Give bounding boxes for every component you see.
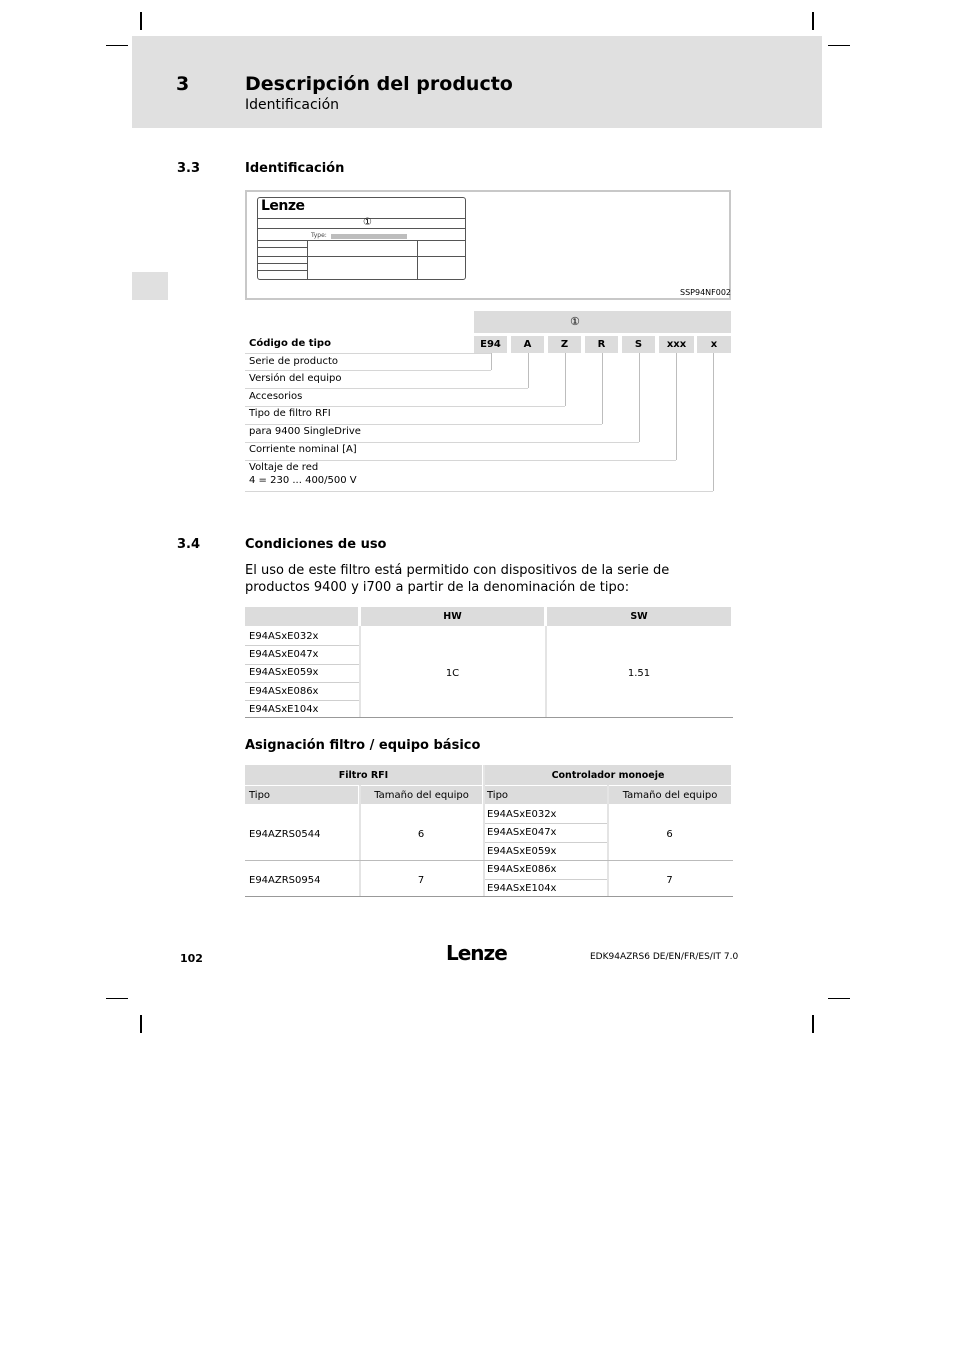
table-cell-controller: E94ASxE104x xyxy=(487,882,557,894)
table-cell-controller: E94ASxE086x xyxy=(487,863,557,875)
section-number: 3.3 xyxy=(177,161,201,176)
table-cell-controller: E94ASxE047x xyxy=(487,826,557,838)
code-label: Accesorios xyxy=(249,391,303,402)
code-connector xyxy=(639,353,640,442)
code-label: Serie de producto xyxy=(249,356,338,367)
plate-line xyxy=(258,240,466,241)
code-label: 4 = 230 ... 400/500 V xyxy=(249,475,357,486)
document-reference: EDK94AZRS6 DE/EN/FR/ES/IT 7.0 xyxy=(590,952,739,962)
side-tab xyxy=(132,272,168,300)
type-code-header xyxy=(474,311,731,333)
crop-mark xyxy=(106,998,128,999)
table-cell-size: 6 xyxy=(666,828,673,840)
code-rule xyxy=(245,442,639,443)
code-segment: S xyxy=(622,336,655,353)
code-rule xyxy=(245,388,528,389)
footer-logo: Lenze xyxy=(446,941,507,965)
code-segment: E94 xyxy=(474,336,507,353)
table-rule xyxy=(245,664,359,665)
plate-line xyxy=(258,256,466,257)
table-rule xyxy=(245,700,359,701)
crop-mark xyxy=(106,45,128,46)
type-label: Type: xyxy=(311,232,327,239)
table-cell-size: 6 xyxy=(417,828,425,840)
table-rule xyxy=(485,842,607,843)
table-cell-filter: E94AZRS0954 xyxy=(249,874,321,886)
table-rule xyxy=(245,645,359,646)
nameplate-logo: Lenze xyxy=(261,198,305,214)
type-code-heading: Código de tipo xyxy=(249,338,331,349)
code-connector xyxy=(713,353,714,491)
code-segment: Z xyxy=(548,336,581,353)
crop-mark xyxy=(140,1015,142,1033)
code-connector xyxy=(676,353,677,460)
plate-line xyxy=(417,240,418,279)
table-bottom-rule xyxy=(245,896,733,897)
table-cell-type: E94ASxE032x xyxy=(249,630,319,642)
table-rule xyxy=(245,682,359,683)
code-connector xyxy=(602,353,603,424)
code-label: Corriente nominal [A] xyxy=(249,444,357,455)
code-rule xyxy=(245,460,676,461)
subsection-title: Asignación filtro / equipo básico xyxy=(245,738,481,753)
section-title: Identificación xyxy=(245,161,345,176)
code-label: Tipo de filtro RFI xyxy=(249,408,331,419)
code-connector xyxy=(491,353,492,370)
code-connector xyxy=(565,353,566,406)
plate-line xyxy=(307,240,308,279)
table-cell-controller: E94ASxE059x xyxy=(487,845,557,857)
crop-mark xyxy=(828,998,850,999)
table-subheader: Tamaño del equipo xyxy=(361,786,482,804)
table-cell-type: E94ASxE059x xyxy=(249,666,319,678)
crop-mark xyxy=(140,12,142,30)
section-title: Condiciones de uso xyxy=(245,537,387,552)
code-segment: R xyxy=(585,336,618,353)
figure-code: SSP94NF002 xyxy=(680,288,732,297)
code-segment: x xyxy=(697,336,731,353)
table-header-sw: SW xyxy=(547,607,731,626)
body-paragraph: El uso de este filtro está permitido con dispositivos de la serie de productos 9400 y i700 a partir de la denominación de tipo: xyxy=(245,563,670,595)
code-rule xyxy=(245,406,565,407)
table-bottom-rule xyxy=(245,717,733,718)
crop-mark xyxy=(812,12,814,30)
chapter-number: 3 xyxy=(176,73,190,95)
code-rule xyxy=(245,370,491,371)
callout-1: ① xyxy=(363,217,372,228)
code-rule xyxy=(245,353,491,354)
code-rule xyxy=(245,424,602,425)
table-cell-hw: 1C xyxy=(445,667,460,679)
code-label: Voltaje de red xyxy=(249,462,319,473)
code-label: Versión del equipo xyxy=(249,373,342,384)
chapter-subtitle: Identificación xyxy=(245,97,340,113)
plate-line xyxy=(258,228,466,229)
code-segment: A xyxy=(511,336,544,353)
table-cell-type: E94ASxE104x xyxy=(249,703,319,715)
table-subheader: Tipo xyxy=(245,786,358,804)
crop-mark xyxy=(828,45,850,46)
chapter-title: Descripción del producto xyxy=(245,73,513,95)
crop-mark xyxy=(812,1015,814,1033)
table-subheader: Tamaño del equipo xyxy=(609,786,731,804)
table-rule xyxy=(485,823,607,824)
plate-line xyxy=(258,247,308,248)
table-cell-type: E94ASxE047x xyxy=(249,648,319,660)
table-cell-filter: E94AZRS0544 xyxy=(249,828,321,840)
table-group-header: Filtro RFI xyxy=(245,765,482,785)
table-divider xyxy=(483,765,485,896)
table-subheader: Tipo xyxy=(485,786,607,804)
table-header-hw: HW xyxy=(361,607,544,626)
table-cell-type: E94ASxE086x xyxy=(249,685,319,697)
table-cell-size: 7 xyxy=(666,874,673,886)
table-cell-controller: E94ASxE032x xyxy=(487,808,557,820)
code-label: para 9400 SingleDrive xyxy=(249,426,361,437)
type-code-callout: ① xyxy=(570,315,580,328)
section-number: 3.4 xyxy=(177,537,201,552)
code-connector xyxy=(528,353,529,388)
code-segment: xxx xyxy=(659,336,694,353)
plate-line xyxy=(258,218,466,219)
table-cell-size: 7 xyxy=(417,874,425,886)
page-number: 102 xyxy=(180,952,203,965)
code-rule xyxy=(245,491,713,492)
plate-line xyxy=(258,270,308,271)
plate-line xyxy=(258,263,308,264)
type-field xyxy=(331,234,407,239)
table-header-empty xyxy=(245,607,358,626)
table-rule xyxy=(485,879,607,880)
table-group-header: Controlador monoeje xyxy=(485,765,731,785)
table-cell-sw: 1.51 xyxy=(627,667,651,679)
